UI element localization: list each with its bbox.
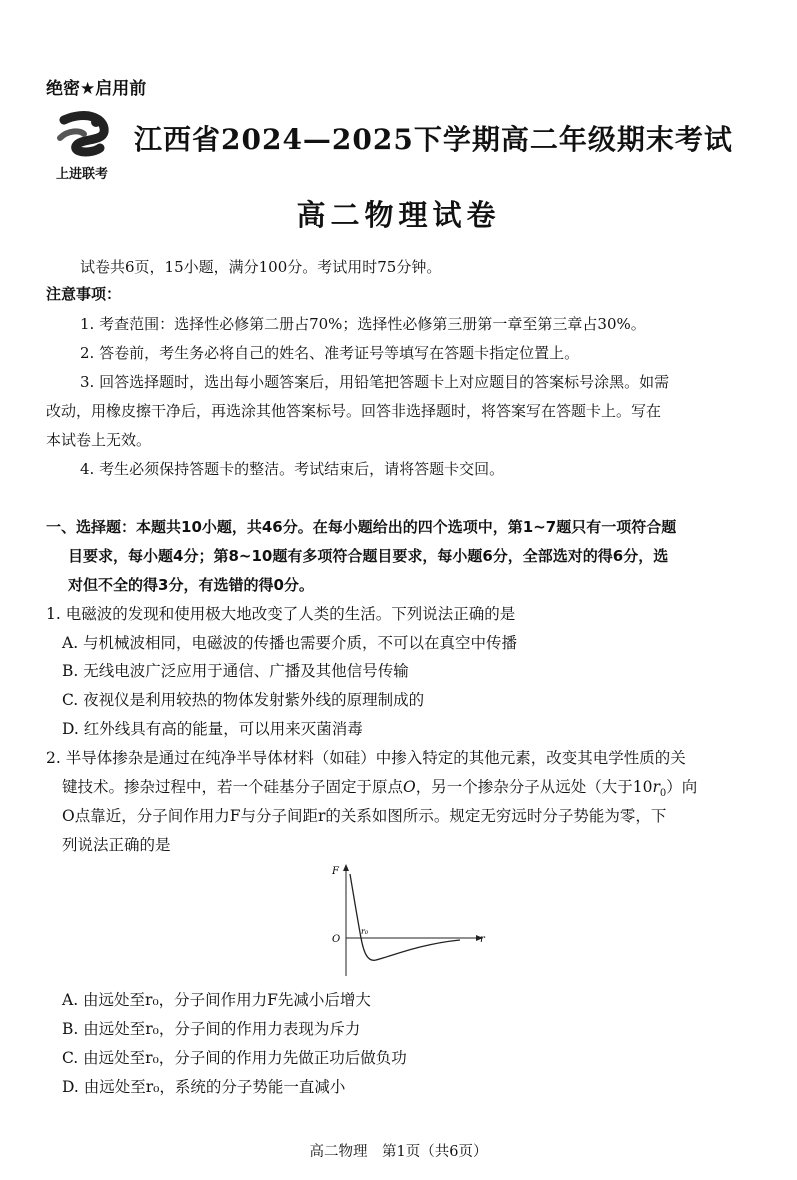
- origin-symbol: O: [403, 778, 416, 796]
- f-axis-label: F: [332, 866, 339, 877]
- question-2-stem: [62, 777, 697, 804]
- note-item: 本试卷上无效。: [46, 431, 152, 449]
- question-1-option: C. 夜视仪是利用较热的物体发射紫外线的原理制成的: [62, 691, 425, 709]
- page-footer: 高二物理 第1页（共6页）: [309, 1144, 488, 1160]
- r-subscript: 0: [659, 788, 667, 800]
- note-item: 2. 答卷前，考生务必将自己的姓名、准考证号等填写在答题卡指定位置上。: [80, 344, 580, 362]
- r-symbol: r: [652, 778, 660, 796]
- force-distance-graph: [320, 858, 490, 978]
- question-2-option: B. 由远处至r₀，分子间的作用力表现为斥力: [62, 1020, 361, 1038]
- force-curve: [350, 874, 460, 960]
- question-2-stem: 列说法正确的是: [62, 836, 171, 854]
- section-heading: 一、选择题：本题共10小题，共46分。在每小题给出的四个选项中，第1~7题只有一项符合题: [46, 518, 677, 536]
- paper-intro: 试卷共6页，15小题，满分100分。考试用时75分钟。: [80, 258, 442, 276]
- logo-text: 上进联考: [55, 167, 108, 182]
- question-2-stem: 2. 半导体掺杂是通过在纯净半导体材料（如硅）中掺入特定的其他元素，改变其电学性质的关: [46, 749, 686, 767]
- r0-label: r₀: [361, 927, 369, 936]
- question-2-option: D. 由远处至r₀，系统的分子势能一直减小: [62, 1078, 346, 1096]
- note-item: 3. 回答选择题时，选出每小题答案后，用铅笔把答题卡上对应题目的答案标号涂黑。如需: [80, 373, 670, 391]
- stem-text: ）向: [666, 778, 698, 796]
- question-1-option: D. 红外线具有高的能量，可以用来灭菌消毒: [62, 720, 363, 738]
- section-heading: 对但不全的得3分，有选错的得0分。: [68, 576, 314, 594]
- note-item: 4. 考生必须保持答题卡的整洁。考试结束后，请将答题卡交回。: [80, 460, 505, 478]
- confidential-label: 绝密★启用前: [46, 79, 147, 99]
- question-1-option: A. 与机械波相同，电磁波的传播也需要介质，不可以在真空中传播: [62, 634, 518, 652]
- question-2-option: A. 由远处至r₀，分子间作用力F先减小后增大: [62, 991, 371, 1009]
- paper-title: 高二物理试卷: [296, 198, 501, 232]
- question-1-option: B. 无线电波广泛应用于通信、广播及其他信号传输: [62, 662, 409, 680]
- note-item: 1. 考查范围：选择性必修第二册占70%；选择性必修第三册第一章至第三章占30%。: [80, 315, 646, 333]
- section-heading: 目要求，每小题4分；第8~10题有多项符合题目要求，每小题6分，全部选对的得6分，选: [68, 547, 669, 565]
- stem-text: ，另一个掺杂分子从远处（大于10: [415, 778, 653, 796]
- question-2-stem: O点靠近，分子间作用力F与分子间距r的关系如图所示。规定无穷远时分子势能为零，下: [62, 807, 667, 825]
- question-2-option: C. 由远处至r₀，分子间的作用力先做正功后做负功: [62, 1049, 407, 1067]
- r-axis-label: r: [480, 934, 485, 945]
- note-item: 改动，用橡皮擦干净后，再选涂其他答案标号。回答非选择题时，将答案写在答题卡上。写在: [46, 402, 662, 420]
- notes-heading: 注意事项：: [46, 285, 122, 303]
- f-axis-arrow-icon: [343, 864, 349, 871]
- question-1-stem: 1. 电磁波的发现和使用极大地改变了人类的生活。下列说法正确的是: [46, 605, 516, 623]
- exam-title: 江西省2024—2025下学期高二年级期末考试: [134, 123, 733, 156]
- origin-label: O: [332, 934, 341, 945]
- stem-text: 键技术。掺杂过程中，若一个硅基分子固定于原点: [62, 778, 404, 796]
